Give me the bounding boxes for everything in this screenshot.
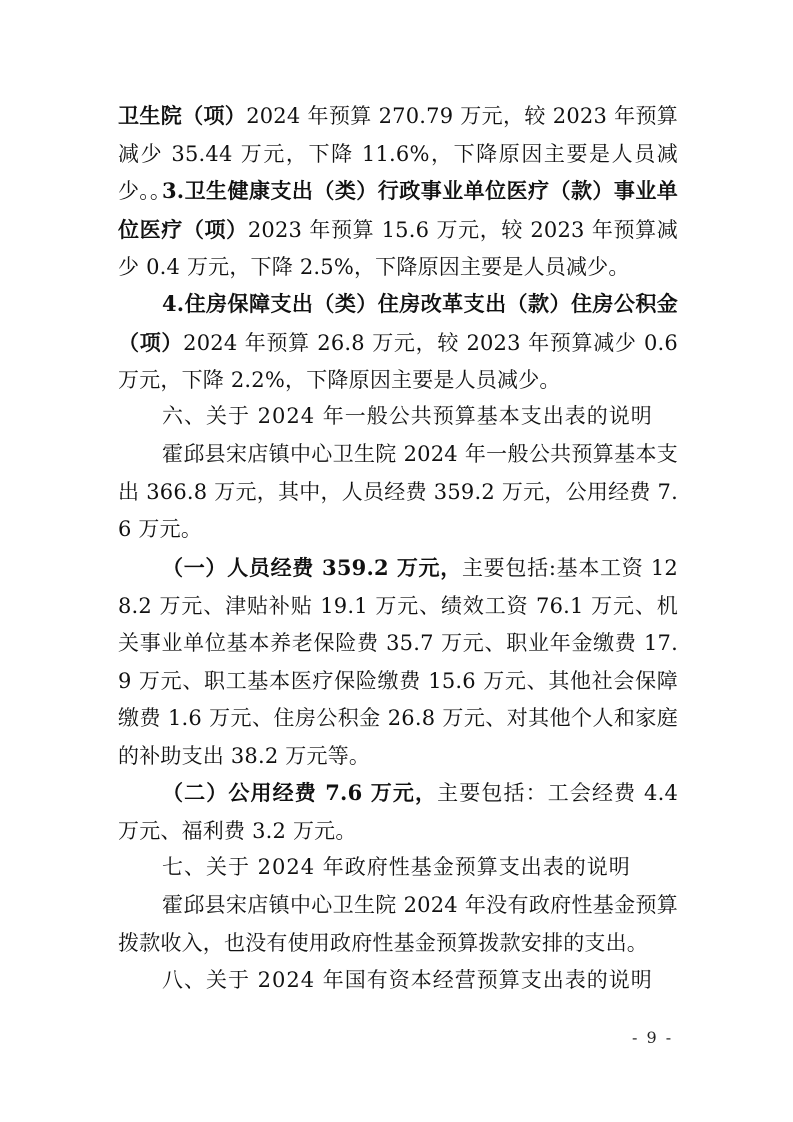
paragraph-body-text: 主要包括：工会经费 4.4 万元、福利费 3.2 万元。: [118, 781, 679, 843]
paragraph-body-text: 主要包括:基本工资 128.2 万元、津贴补贴 19.1 万元、绩效工资 76.1 万元、机关事业单位基本养老保险费 35.7 万元、职业年金缴费 17.9 万元、职工基本医疗保险缴费 15.6 万元、其他社会保障缴费 1.6 万元、住房公积金 26.8 万元、对其他个人和家庭的补助支出 38.2 万元等。: [118, 556, 678, 768]
paragraph-basic-expenditure-summary: [118, 436, 678, 549]
page-number: - 9 -: [632, 1028, 674, 1047]
paragraph-body-text: 2023 年预算 15.6 万元，较 2023 年预算减少 0.4 万元，下降 2.5%，下降原因主要是人员减少。: [118, 217, 678, 280]
section-heading-seven: [118, 849, 678, 887]
section-heading-text: 八、关于 2024 年国有资本经营预算支出表的说明: [162, 968, 653, 992]
paragraph-bold-lead: 4.住房保障支出（类）住房改革支出（款）住房公积金（项）: [118, 291, 678, 355]
section-heading-text: 七、关于 2024 年政府性基金预算支出表的说明: [162, 855, 631, 879]
paragraph-bold-lead: （二）公用经费 7.6 万元，: [162, 780, 438, 805]
paragraph-body-text: 霍邱县宋店镇中心卫生院 2024 年一般公共预算基本支出 366.8 万元，其中，人员经费 359.2 万元，公用经费 7.6 万元。: [118, 442, 678, 542]
paragraph-personnel-expenses: [118, 549, 678, 776]
section-heading-eight: [118, 962, 678, 1000]
section-heading-text: 六、关于 2024 年一般公共预算基本支出表的说明: [162, 404, 653, 428]
paragraph-bold-lead: 3.卫生健康支出（类）行政事业单位医疗（款）事业单位医疗（项）: [118, 178, 678, 242]
paragraph-body-text: 2024 年预算 270.79 万元，较 2023 年预算减少 35.44 万元，下降 11.6%，下降原因主要是人员减少。。: [118, 104, 679, 204]
paragraph-bold-lead: （一）人员经费 359.2 万元，: [162, 555, 462, 580]
paragraph-body-text: 2024 年预算 26.8 万元，较 2023 年预算减少 0.6 万元，下降 2.2%，下降原因主要是人员减少。: [118, 330, 678, 393]
paragraph-health-medical-budget: [118, 172, 678, 287]
paragraph-public-expenses: [118, 774, 678, 850]
paragraph-bold-lead: 卫生院（项）: [118, 103, 247, 128]
paragraph-government-fund: [118, 887, 678, 962]
section-heading-six: [118, 398, 678, 436]
paragraph-housing-fund-budget: [118, 285, 678, 400]
paragraph-body-text: 霍邱县宋店镇中心卫生院 2024 年没有政府性基金预算拨款收入，也没有使用政府性基金预算拨款安排的支出。: [118, 893, 678, 955]
